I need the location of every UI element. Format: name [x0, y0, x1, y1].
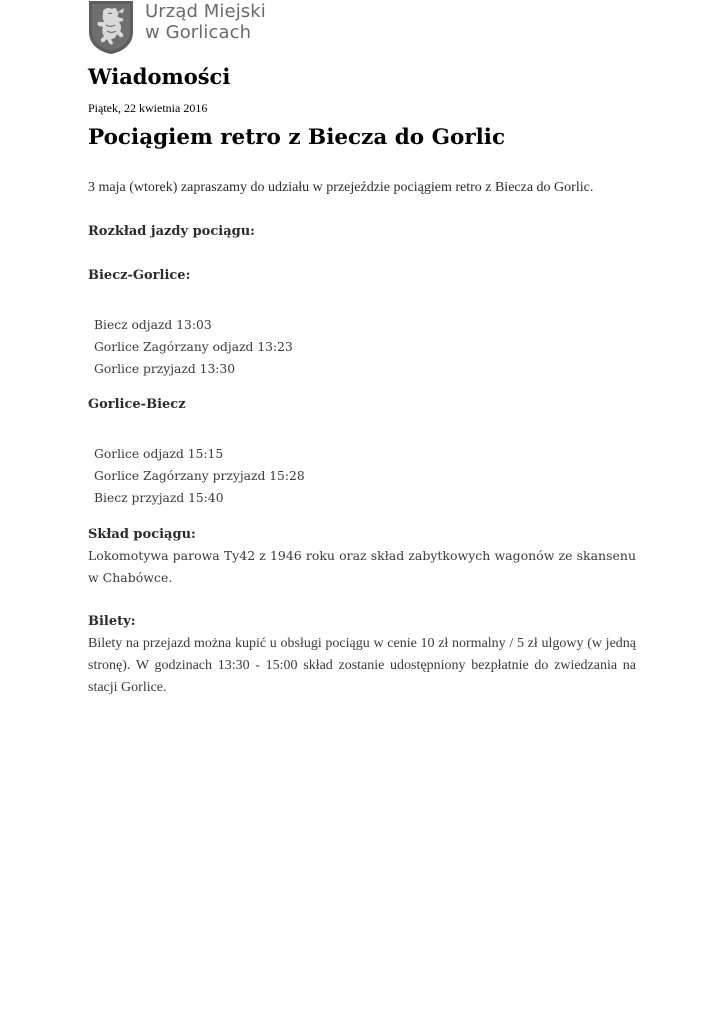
section-title: Wiadomości: [88, 64, 231, 89]
schedule-item: Biecz przyjazd 15:40: [94, 491, 224, 505]
schedule-item: Gorlice Zagórzany przyjazd 15:28: [94, 469, 305, 483]
article-intro: 3 maja (wtorek) zapraszamy do udziału w przejeździe pociągiem retro z Biecza do Gorlic.: [88, 180, 594, 195]
logo-text: [145, 1, 266, 43]
route-1-stops: [94, 314, 293, 380]
route-2-name: Gorlice-Biecz: [88, 397, 186, 412]
publication-date: Piątek, 22 kwietnia 2016: [88, 101, 208, 115]
schedule-item: Gorlice przyjazd 13:30: [94, 362, 236, 376]
composition-heading: Skład pociągu:: [88, 527, 196, 542]
composition-text: Lokomotywa parowa Ty42 z 1946 roku oraz skład zabytkowych wagonów ze skansenu w Chabówce.: [88, 548, 636, 585]
route-2-stops: [94, 443, 305, 509]
tickets-heading: Bilety:: [88, 614, 136, 629]
route-1-name: Biecz-Gorlice:: [88, 268, 191, 283]
article-title: Pociągiem retro z Biecza do Gorlic: [88, 125, 506, 150]
logo-line-2: w Gorlicach: [145, 22, 252, 43]
logo-line-1: Urząd Miejski: [145, 1, 266, 22]
schedule-item: Gorlice Zagórzany odjazd 13:23: [94, 340, 293, 354]
logo[interactable]: [88, 0, 288, 56]
schedule-heading: Rozkład jazdy pociągu:: [88, 224, 255, 239]
schedule-item: Gorlice odjazd 15:15: [94, 447, 224, 461]
schedule-item: Biecz odjazd 13:03: [94, 318, 212, 332]
tickets-text: Bilety na przejazd można kupić u obsługi pociągu w cenie 10 zł normalny / 5 zł ulgowy (w jedną stronę). W godzinach 13:30 - 15:00 skład zostanie udostępniony bezpłatnie do zwiedzania na stacji Gorlice.: [88, 636, 636, 695]
